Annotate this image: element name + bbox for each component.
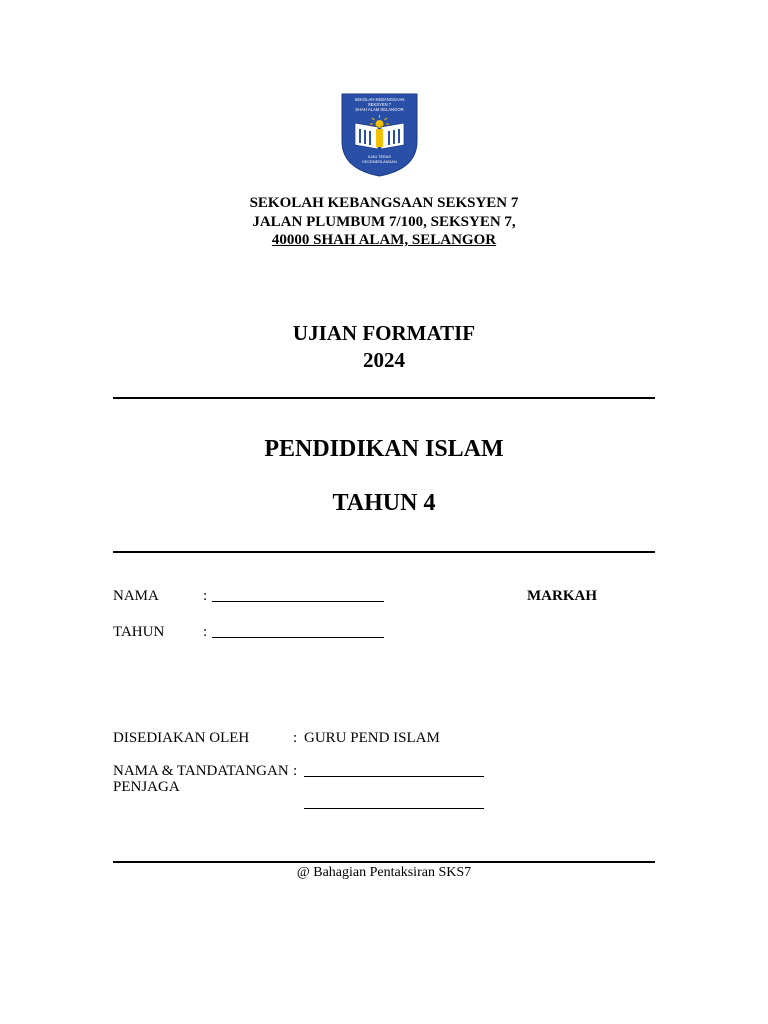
divider-middle bbox=[113, 551, 655, 553]
logo-text-line3: SHAH ALAM SELANGOR bbox=[355, 107, 404, 112]
name-label: NAMA bbox=[113, 588, 159, 604]
logo-motto-line2: KECEMERLANGAN bbox=[362, 160, 397, 164]
exam-year: 2024 bbox=[363, 348, 405, 372]
guardian-colon: : bbox=[293, 763, 298, 779]
prepared-by-label: DISEDIAKAN OLEH bbox=[113, 730, 250, 746]
guardian-name-field[interactable] bbox=[304, 763, 484, 782]
subject-level: TAHUN 4 bbox=[332, 490, 436, 516]
name-field[interactable] bbox=[212, 588, 384, 607]
class-label: TAHUN bbox=[113, 624, 165, 640]
logo-text-line2: SEKSYEN 7 bbox=[367, 102, 392, 107]
exam-title: UJIAN FORMATIF bbox=[292, 321, 476, 345]
school-address-line2: 40000 SHAH ALAM, SELANGOR bbox=[271, 232, 497, 248]
guardian-label-line2: PENJAGA bbox=[113, 779, 180, 795]
guardian-label-line1: NAMA & TANDATANGAN bbox=[113, 763, 289, 779]
school-name: SEKOLAH KEBANGSAAN SEKSYEN 7 bbox=[249, 195, 519, 211]
class-colon: : bbox=[203, 624, 208, 640]
guardian-signature-field[interactable] bbox=[304, 795, 484, 814]
subject-name: PENDIDIKAN ISLAM bbox=[264, 436, 504, 462]
divider-top bbox=[113, 397, 655, 399]
prepared-by-value: GURU PEND ISLAM bbox=[304, 730, 440, 746]
footer-text: @ Bahagian Pentaksiran SKS7 bbox=[296, 865, 472, 880]
name-colon: : bbox=[203, 588, 208, 604]
divider-bottom bbox=[113, 861, 655, 863]
logo-text-line1: SEKOLAH KEBANGSAAN bbox=[354, 97, 405, 102]
prepared-by-colon: : bbox=[293, 730, 298, 746]
school-crest-icon bbox=[341, 93, 418, 177]
school-address-line1: JALAN PLUMBUM 7/100, SEKSYEN 7, bbox=[252, 214, 516, 230]
marks-label: MARKAH bbox=[527, 588, 597, 604]
class-field[interactable] bbox=[212, 624, 384, 643]
logo-motto-line1: ILMU TERAS bbox=[368, 155, 391, 159]
school-logo bbox=[341, 93, 418, 177]
